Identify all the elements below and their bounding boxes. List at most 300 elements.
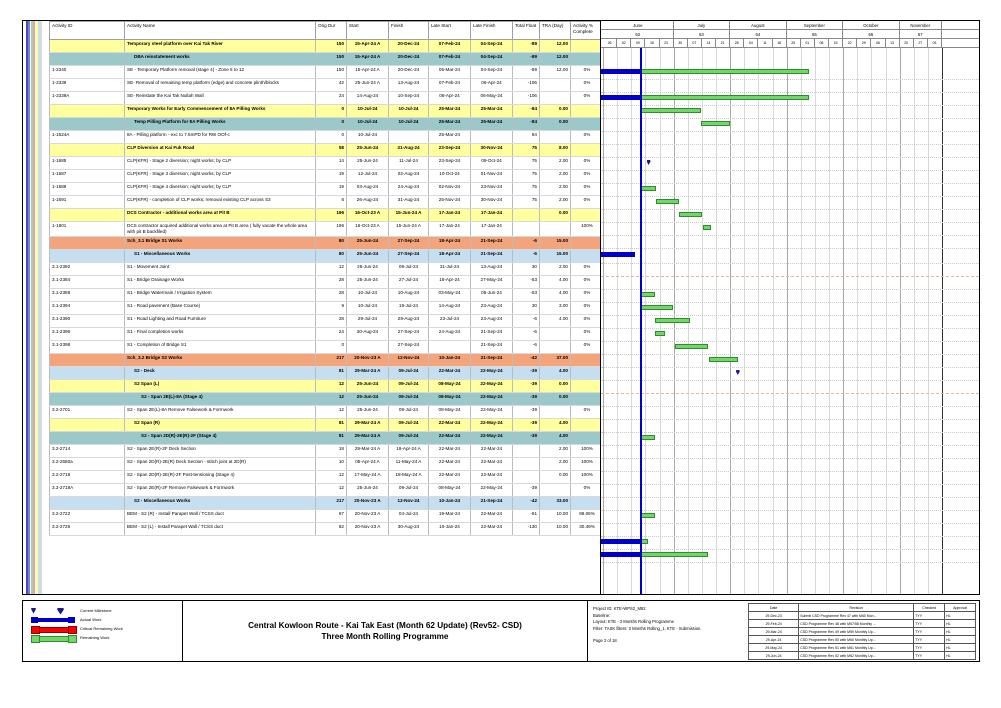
revision-column-header: Checked xyxy=(914,604,945,612)
table-row[interactable] xyxy=(23,470,601,483)
cell-tfloat: -39 xyxy=(513,379,540,392)
cell-id: 3.1-2390 xyxy=(50,314,125,327)
timeline-week: 29 xyxy=(857,39,871,47)
cell-lstart: 05-Mar-24 xyxy=(429,66,471,79)
gridline-horizontal xyxy=(601,302,979,304)
cell-tfloat: -53 xyxy=(513,275,540,288)
cell-finish: 10-Aug-24 xyxy=(389,288,429,301)
revision-row xyxy=(749,652,976,660)
cell-origdur: 0 xyxy=(316,105,347,118)
bar-remaining-work[interactable] xyxy=(640,305,673,310)
cell-finish: 19-Jul-24 xyxy=(389,301,429,314)
revision-cell: TYY xyxy=(914,620,945,628)
cell-tra xyxy=(540,405,571,418)
cell-tfloat: -106 xyxy=(513,92,540,105)
bar-remaining-work[interactable] xyxy=(675,344,708,349)
cell-lstart: 25-Mar-24 xyxy=(429,118,471,131)
cell-origdur: 28 xyxy=(316,288,347,301)
cell-lfinish: 30-Nov-24 xyxy=(471,144,513,157)
gridline-horizontal xyxy=(601,209,979,211)
cell-lfinish: 22-May-24 xyxy=(471,418,513,431)
bar-remaining-work[interactable] xyxy=(640,95,810,100)
revision-cell: 29-Jun-24 xyxy=(749,652,799,660)
cell-start: 03-Aug-24 xyxy=(347,183,389,196)
table-row[interactable] xyxy=(23,249,601,262)
table-row[interactable] xyxy=(23,483,601,496)
cell-tra xyxy=(540,131,571,144)
cell-start: 15-Apr-24 A xyxy=(347,40,389,53)
cell-lstart: 14-Aug-24 xyxy=(429,301,471,314)
cell-name: SE- Removal of remaining temp platform (edge) and concrete plinth/blocks xyxy=(125,79,316,92)
gridline-horizontal xyxy=(601,523,979,525)
cell-id: 1-1624A xyxy=(50,131,125,144)
timeline-month-number: 67 xyxy=(900,30,942,38)
cell-id xyxy=(50,379,125,392)
timeline-week: 01 xyxy=(801,39,815,47)
table-row[interactable] xyxy=(23,236,601,249)
legend-item xyxy=(29,624,176,633)
cell-name: S2 - Span 2E(R)-2F Remove Falsework & Formwork xyxy=(125,483,316,496)
table-row[interactable] xyxy=(23,496,601,509)
timeline-week: 18 xyxy=(773,39,787,47)
cell-lfinish: 21-Sep-24 xyxy=(471,327,513,340)
cell-actpct: 88.06% xyxy=(571,509,602,522)
column-header-start[interactable]: Start xyxy=(347,22,389,40)
cell-start xyxy=(347,340,389,353)
gridline-horizontal xyxy=(601,497,979,499)
milestone-marker[interactable] xyxy=(647,160,651,165)
gridline-vertical xyxy=(886,48,887,594)
bar-remaining-work[interactable] xyxy=(703,225,711,230)
timeline-month: August xyxy=(730,21,787,29)
cell-id xyxy=(50,366,125,379)
timeline-week: 13 xyxy=(886,39,900,47)
milestone-icon xyxy=(31,608,36,614)
gridline-horizontal xyxy=(601,393,979,395)
cell-actpct: 100% xyxy=(571,457,602,470)
bar-actual-work[interactable] xyxy=(601,69,640,74)
schedule-frame xyxy=(22,20,980,595)
cell-lfinish: 22-Mar-24 xyxy=(471,470,513,483)
cell-id xyxy=(50,236,125,249)
cell-lfinish: 23-Aug-24 xyxy=(471,301,513,314)
table-header-row xyxy=(23,22,601,40)
table-row[interactable] xyxy=(23,405,601,418)
cell-finish: 24-Aug-24 xyxy=(389,183,429,196)
cell-tfloat: -89 xyxy=(513,66,540,79)
cell-id: 1-1691 xyxy=(50,196,125,209)
cell-actpct xyxy=(571,144,602,157)
timeline-week: 28 xyxy=(730,39,744,47)
bar-remaining-work[interactable] xyxy=(656,199,679,204)
gridline-horizontal xyxy=(601,248,979,250)
cell-actpct: 100% xyxy=(571,444,602,457)
cell-tra xyxy=(540,483,571,496)
bar-remaining-work[interactable] xyxy=(640,69,810,74)
cell-start: 05-Apr-24 A xyxy=(347,457,389,470)
table-row[interactable] xyxy=(23,379,601,392)
cell-lfinish: 17-Jan-24 xyxy=(471,222,513,237)
activity-table xyxy=(23,21,601,536)
timeline-month: June xyxy=(603,21,674,29)
table-row[interactable] xyxy=(23,444,601,457)
bar-remaining-work[interactable] xyxy=(640,552,708,557)
cell-tra: 0.00 xyxy=(540,209,571,222)
bar-remaining-work[interactable] xyxy=(640,292,655,297)
cell-tra: 10.00 xyxy=(540,509,571,522)
bar-remaining-work[interactable] xyxy=(655,318,690,323)
cell-name: Temporary Works for Early Commencement of 8A Pilling Works xyxy=(125,105,316,118)
cell-lfinish: 01-Nov-24 xyxy=(471,170,513,183)
column-header-tra[interactable]: TRA (Day) xyxy=(540,22,571,40)
table-row[interactable] xyxy=(23,327,601,340)
milestone-icon xyxy=(57,608,64,615)
revision-cell: TYY xyxy=(914,628,945,636)
cell-lstart xyxy=(429,340,471,353)
cell-tfloat: -84 xyxy=(513,105,540,118)
column-header-actpct[interactable]: Activity % Complete xyxy=(571,22,602,40)
column-header-name[interactable]: Activity Name xyxy=(125,22,316,40)
bar-remaining-work[interactable] xyxy=(679,212,702,217)
cell-actpct xyxy=(571,418,602,431)
cell-name: S2 - Span 2E(L)-8A (Stage 4) xyxy=(125,392,316,405)
cell-name: S1 - Completion of Bridge S1 xyxy=(125,340,316,353)
title-block xyxy=(22,600,980,662)
cell-origdur: 81 xyxy=(316,418,347,431)
cell-tfloat: -106 xyxy=(513,79,540,92)
legend-swatch xyxy=(29,606,77,615)
revision-cell: CSD Programme Rev 51 with M61 Monthly Up... xyxy=(799,644,914,652)
cell-origdur: 14 xyxy=(316,157,347,170)
gridline-vertical xyxy=(928,48,929,594)
cell-actpct xyxy=(571,118,602,131)
cell-finish: 27-Sep-24 xyxy=(389,340,429,353)
revision-cell: CSD Programme Rev 52 with M62 Monthly Up... xyxy=(799,652,914,660)
table-row[interactable] xyxy=(23,144,601,157)
gantt-bars-area[interactable] xyxy=(601,48,979,594)
timeline-week: 02 xyxy=(617,39,631,47)
revision-cell: TYY xyxy=(914,612,945,620)
cell-lfinish: 23-Aug-24 xyxy=(471,314,513,327)
cell-origdur: 0 xyxy=(316,340,347,353)
cell-start: 25-Jun-24 xyxy=(347,249,389,262)
table-row[interactable] xyxy=(23,183,601,196)
revision-cell: HL xyxy=(945,620,976,628)
cell-name: CLP(KFR) - Stage 4 diversion; night works; by CLP xyxy=(125,183,316,196)
cell-origdur: 217 xyxy=(316,496,347,509)
cell-start: 25-Jun-24 xyxy=(347,236,389,249)
timeline-week-row xyxy=(601,39,979,48)
column-header-tfloat[interactable]: Total Float xyxy=(513,22,540,40)
cell-tra: 10.00 xyxy=(540,522,571,535)
revision-header-row xyxy=(749,604,976,612)
cell-start: 25-Jun-24 xyxy=(347,483,389,496)
table-row[interactable] xyxy=(23,170,601,183)
cell-tfloat: 30 xyxy=(513,262,540,275)
table-row[interactable] xyxy=(23,275,601,288)
cell-tra: 37.00 xyxy=(540,353,571,366)
cell-tra: 2.00 xyxy=(540,157,571,170)
cell-lstart: 08-May-24 xyxy=(429,379,471,392)
cell-name: CLP Diversion at Kai Fuk Road xyxy=(125,144,316,157)
table-row[interactable] xyxy=(23,79,601,92)
timeline-month-number: 66 xyxy=(843,30,900,38)
cell-tra: 3.00 xyxy=(540,301,571,314)
cell-name: BEM - S2 (R) - Install Parapet Wall / TCSS duct xyxy=(125,509,316,522)
table-row[interactable] xyxy=(23,262,601,275)
table-row[interactable] xyxy=(23,118,601,131)
spine-stripe xyxy=(40,21,42,594)
cell-tfloat: -61 xyxy=(513,509,540,522)
cell-lfinish: 22-May-24 xyxy=(471,483,513,496)
bar-remaining-work[interactable] xyxy=(655,331,665,336)
table-row[interactable] xyxy=(23,66,601,79)
cell-lstart: 22-Mar-24 xyxy=(429,366,471,379)
cell-tfloat: 30 xyxy=(513,301,540,314)
cell-name: S2 - Deck xyxy=(125,366,316,379)
cell-id xyxy=(50,144,125,157)
cell-finish: 09-Jul-24 xyxy=(389,262,429,275)
cell-start: 10-Jul-24 xyxy=(347,288,389,301)
cell-origdur: 9 xyxy=(316,301,347,314)
cell-finish: 09-Jul-24 xyxy=(389,418,429,431)
table-row[interactable] xyxy=(23,131,601,144)
column-header-id[interactable]: Activity ID xyxy=(50,22,125,40)
gridline-horizontal xyxy=(601,263,979,265)
legend-bar-icon xyxy=(33,618,73,622)
title-line-2: Three Month Rolling Programme xyxy=(321,632,449,641)
gridline-vertical xyxy=(758,48,759,594)
bar-remaining-work[interactable] xyxy=(640,513,655,518)
cell-lstart: 25-Nov-24 xyxy=(429,196,471,209)
cell-actpct: 0% xyxy=(571,301,602,314)
gridline-horizontal xyxy=(601,562,979,564)
table-row[interactable] xyxy=(23,366,601,379)
revision-cell: 29-Feb-24 xyxy=(749,620,799,628)
table-row[interactable] xyxy=(23,353,601,366)
cell-origdur: 82 xyxy=(316,522,347,535)
bar-remaining-work[interactable] xyxy=(641,108,701,113)
column-header-origdur[interactable]: Orig Dur xyxy=(316,22,347,40)
table-row[interactable] xyxy=(23,431,601,444)
cell-origdur: 19 xyxy=(316,183,347,196)
timeline-month: October xyxy=(843,21,900,29)
table-row[interactable] xyxy=(23,105,601,118)
cell-start: 20-Nov-23 A xyxy=(347,353,389,366)
gridline-horizontal xyxy=(601,276,979,278)
timeline-week: 15 xyxy=(829,39,843,47)
cell-finish: 13-Aug-24 xyxy=(389,79,429,92)
chart-right-edge xyxy=(942,48,943,594)
table-row[interactable] xyxy=(23,314,601,327)
gridline-horizontal xyxy=(601,536,979,538)
cell-tra: 4.00 xyxy=(540,288,571,301)
cell-origdur: 12 xyxy=(316,262,347,275)
cell-start: 25-Jun-24 xyxy=(347,405,389,418)
cell-tra: 4.00 xyxy=(540,366,571,379)
cell-origdur: 12 xyxy=(316,379,347,392)
bar-actual-work[interactable] xyxy=(601,539,640,544)
cell-id: 3.2-2718A xyxy=(50,483,125,496)
cell-lfinish: 22-Mar-24 xyxy=(471,444,513,457)
table-row[interactable] xyxy=(23,522,601,535)
cell-tra: 2.00 xyxy=(540,262,571,275)
cell-start: 25-Jun-24 A xyxy=(347,79,389,92)
cell-origdur: 81 xyxy=(316,431,347,444)
cell-tra: 0.00 xyxy=(540,470,571,483)
cell-start: 15-Apr-24 A xyxy=(347,66,389,79)
cell-lstart: 19-Mar-24 xyxy=(429,509,471,522)
cell-lstart: 31-Jul-24 xyxy=(429,262,471,275)
column-header-lstart[interactable]: Late Start xyxy=(429,22,471,40)
cell-actpct: 0% xyxy=(571,170,602,183)
gridline-horizontal xyxy=(601,118,979,120)
cell-tra: 2.00 xyxy=(540,457,571,470)
cell-name: S2 - Span 2E(R)-2F Deck Section xyxy=(125,444,316,457)
cell-finish: 20-Dec-24 xyxy=(389,53,429,66)
revision-cell: 29-May-24 xyxy=(749,644,799,652)
cell-finish: 11-May-24 A xyxy=(389,457,429,470)
cell-lfinish xyxy=(471,131,513,144)
cell-finish: 20-Dec-24 xyxy=(389,66,429,79)
cell-tra: 2.00 xyxy=(540,183,571,196)
cell-start: 25-Jun-24 xyxy=(347,262,389,275)
bar-remaining-work[interactable] xyxy=(640,435,655,440)
cell-lstart: 25-Mar-24 xyxy=(429,105,471,118)
gridline-horizontal xyxy=(601,157,979,159)
table-row[interactable] xyxy=(23,53,601,66)
cell-finish: 12-Nov-24 xyxy=(389,496,429,509)
cell-start: 25-Jun-24 xyxy=(347,157,389,170)
table-row[interactable] xyxy=(23,157,601,170)
table-row[interactable] xyxy=(23,301,601,314)
cell-actpct: 0% xyxy=(571,275,602,288)
revision-cell: HL xyxy=(945,612,976,620)
cell-tfloat: -6 xyxy=(513,327,540,340)
table-row[interactable] xyxy=(23,457,601,470)
table-row[interactable] xyxy=(23,288,601,301)
cell-lstart: 18-Apr-24 xyxy=(429,236,471,249)
milestone-marker[interactable] xyxy=(736,370,740,375)
gridline-horizontal xyxy=(601,235,979,237)
gridline-horizontal xyxy=(601,354,979,356)
gridline-horizontal xyxy=(601,419,979,421)
cell-name: S2 Span (L) xyxy=(125,379,316,392)
cell-name: S1 - Road pavement (Base Course) xyxy=(125,301,316,314)
cell-actpct xyxy=(571,53,602,66)
gridline-horizontal xyxy=(601,458,979,460)
timeline-week: 26 xyxy=(603,39,617,47)
activity-table-panel[interactable] xyxy=(23,21,601,594)
gridline-horizontal xyxy=(601,289,979,291)
cell-finish: 10-Jul-24 xyxy=(389,105,429,118)
legend-swatch xyxy=(29,615,77,624)
bar-remaining-work[interactable] xyxy=(709,357,738,362)
cell-tfloat xyxy=(513,457,540,470)
cell-tfloat: -39 xyxy=(513,405,540,418)
cell-origdur: 81 xyxy=(316,366,347,379)
bar-actual-work[interactable] xyxy=(601,552,640,557)
gridline-vertical xyxy=(914,48,915,594)
cell-tfloat: -39 xyxy=(513,392,540,405)
bar-actual-work[interactable] xyxy=(601,95,640,100)
cell-lfinish: 22-Mar-24 xyxy=(471,457,513,470)
table-row[interactable] xyxy=(23,340,601,353)
cell-finish: 19-Apr-24 A xyxy=(389,444,429,457)
cell-id xyxy=(50,105,125,118)
cell-actpct: 0% xyxy=(571,288,602,301)
timeline-month-row xyxy=(601,21,979,30)
revision-row xyxy=(749,636,976,644)
timeline-week: 27 xyxy=(914,39,928,47)
timeline-week: 04 xyxy=(744,39,758,47)
gantt-panel[interactable] xyxy=(601,21,979,594)
table-row[interactable] xyxy=(23,418,601,431)
bar-remaining-work[interactable] xyxy=(701,121,730,126)
cell-lfinish: 13-Aug-24 xyxy=(471,262,513,275)
table-row[interactable] xyxy=(23,209,601,222)
cell-actpct xyxy=(571,40,602,53)
table-row[interactable] xyxy=(23,92,601,105)
gridline-vertical xyxy=(702,48,703,594)
gridline-horizontal xyxy=(601,484,979,486)
cell-actpct xyxy=(571,392,602,405)
cell-actpct xyxy=(571,379,602,392)
cell-start: 29-Mar-24 A xyxy=(347,418,389,431)
cell-origdur: 18 xyxy=(316,444,347,457)
table-row[interactable] xyxy=(23,392,601,405)
table-row[interactable] xyxy=(23,40,601,53)
timeline-week: 14 xyxy=(702,39,716,47)
cell-tfloat xyxy=(513,209,540,222)
cell-finish: 18-May-24 A xyxy=(389,470,429,483)
cell-lstart: 02-Nov-24 xyxy=(429,183,471,196)
cell-name: S1 - Final completion works xyxy=(125,327,316,340)
cell-finish: 11-Jul-24 xyxy=(389,157,429,170)
cell-lfinish: 17-Jan-24 xyxy=(471,209,513,222)
legend-cap-icon xyxy=(31,617,38,623)
column-header-lfinish[interactable]: Late Finish xyxy=(471,22,513,40)
legend-cap-icon xyxy=(31,635,40,643)
cell-start: 15-Apr-24 A xyxy=(347,53,389,66)
cell-id: 3.2-2718 xyxy=(50,470,125,483)
cell-lstart: 07-Feb-24 xyxy=(429,79,471,92)
column-header-finish[interactable]: Finish xyxy=(389,22,429,40)
gridline-vertical xyxy=(801,48,802,594)
gridline-horizontal xyxy=(601,92,979,94)
cell-finish: 27-Jul-24 xyxy=(389,275,429,288)
cell-name: CLP(KFR) - Stage 3 diversion; night works; by CLP xyxy=(125,170,316,183)
cell-start: 14-Aug-24 xyxy=(347,92,389,105)
cell-id: 1-1689 xyxy=(50,183,125,196)
table-row[interactable] xyxy=(23,509,601,522)
timeline-week: 20 xyxy=(900,39,914,47)
cell-tra: 12.00 xyxy=(540,66,571,79)
table-row[interactable] xyxy=(23,222,601,237)
cell-tra: 15.00 xyxy=(540,236,571,249)
cell-tra: 12.00 xyxy=(540,53,571,66)
cell-name: DBA reinstatement works xyxy=(125,53,316,66)
revision-panel xyxy=(745,601,979,661)
bar-remaining-work[interactable] xyxy=(640,186,656,191)
table-row[interactable] xyxy=(23,196,601,209)
revision-cell: TYY xyxy=(914,636,945,644)
cell-tfloat: -39 xyxy=(513,483,540,496)
cell-origdur: 80 xyxy=(316,236,347,249)
bar-actual-work[interactable] xyxy=(601,252,635,257)
cell-id: 1-2340 xyxy=(50,66,125,79)
cell-actpct: 0% xyxy=(571,196,602,209)
